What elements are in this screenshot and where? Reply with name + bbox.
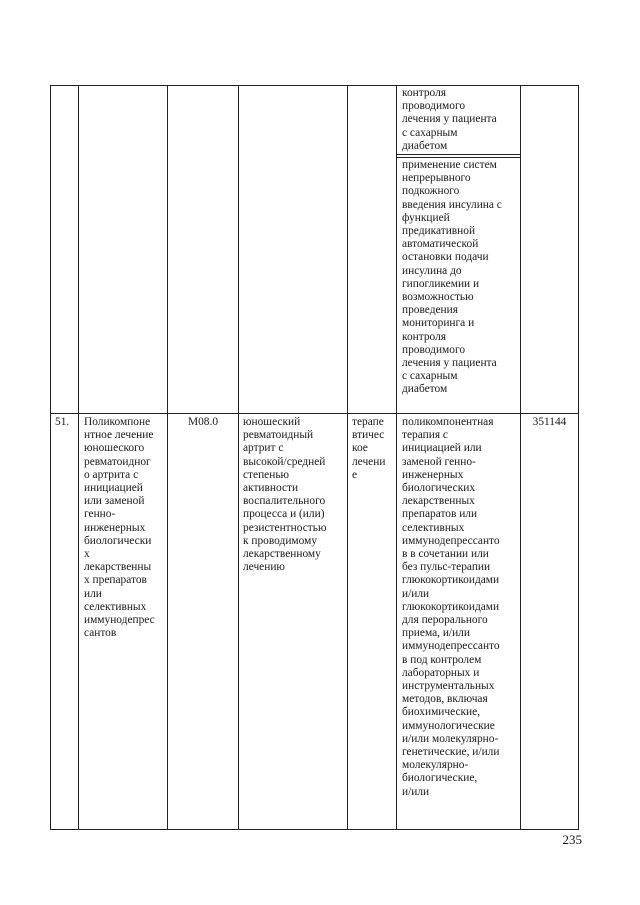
table-bottom-border [50,829,578,830]
col-border [238,85,239,830]
treatment-method: поликомпонентная терапия с инициацией или заменой генно- инженерных биологических лекарственных препаратов или селективных иммунодепрессанто в в сочетании или без пульс-терапии глюкокортикоидами и/или глюкокортикоидами для перорального приема, и/или иммунодепрессанто в под контролем лабораторных и инструментальных методов, включая биохимические, иммунологические и/или молекулярно- генетические, и/или молекулярно- биологические, и/или [402,416,500,798]
row-divider [50,413,578,414]
prev-method-text-b: применение систем непрерывного подкожного введения инсулина с функцией предикативной автоматической остановки подачи инсулина до гипогликемии и возможностью проведения мониторинга и контроля проводимого лечения у пациента с сахарным диабетом [402,159,502,396]
col-border [78,85,79,830]
diagnosis: юношеский ревматоидный артрит с высокой/средней степенью активности воспалительного процесса и (или) резистентностью к проводимому лекарственному лечению [243,416,327,574]
col-border [578,85,579,830]
icd-code: M08.0 [187,416,219,428]
col-border [347,85,348,830]
col-border [396,85,397,830]
treatment-name: Поликомпоне нтное лечение юношеского ревматоидног о артрита с инициацией или заменой генно- инженерных биологически х лекарственны х препаратов или селективных иммунодепрес сантов [84,416,155,640]
subrow-divider-bottom [396,157,520,158]
subrow-divider-top [396,154,520,155]
row-number: 51. [55,416,70,428]
prev-method-text-a: контроля проводимого лечения у пациента с сахарным диабетом [402,87,497,152]
treatment-type: терапе втичес кое лечени е [352,416,386,481]
page-number: 235 [562,832,582,847]
table-top-border [50,85,578,86]
cost: 351144 [532,416,567,428]
col-border [50,85,51,830]
col-border [520,85,521,830]
